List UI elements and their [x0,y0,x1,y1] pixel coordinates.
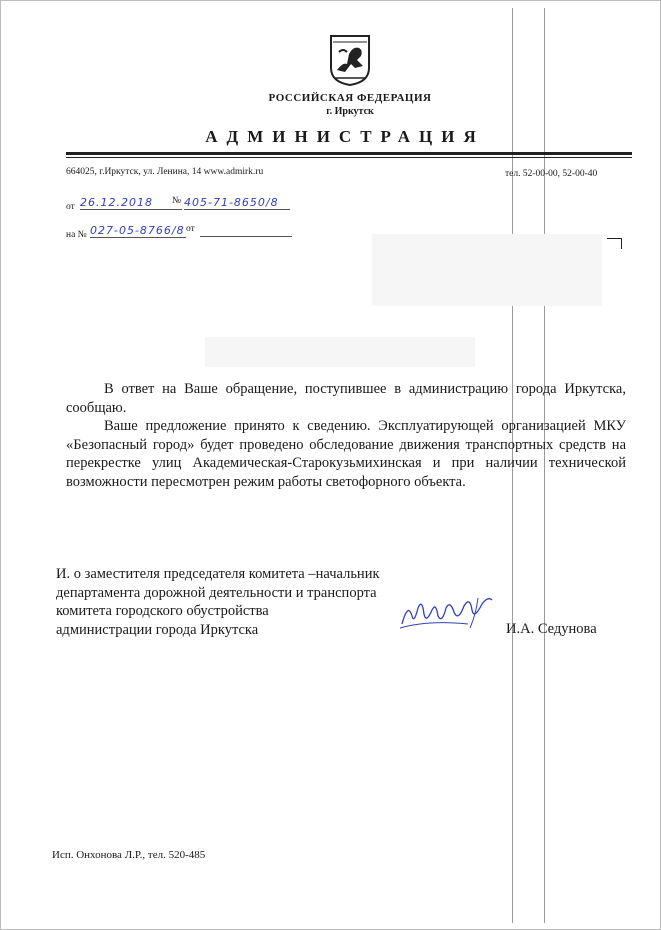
redacted-recipient [372,234,602,306]
body-paragraph-2: Ваше предложение принято к сведению. Эксплуатирующей организацией МКУ «Безопасный город» будет проведено обследование движения транспортных средств на перекрестке улиц Академическая-Старокузьмихинская и при наличии технической возможности пересмотрен режим работы светофорного объекта. [66,418,626,490]
administration-title: АДМИНИСТРАЦИЯ [205,127,485,146]
phone-line: тел. 52-00-00, 52-00-40 [505,169,598,179]
handwritten-signature [398,594,496,634]
reference-label: на № [66,230,87,240]
date-label: от [66,202,75,212]
reference-date-label: от [186,224,195,234]
position-line: департамента дорожной деятельности и транспорта [56,584,377,601]
reference-row [66,224,296,240]
coat-of-arms-icon [329,34,371,86]
country-heading: РОССИЙСКАЯ ФЕДЕРАЦИЯ [268,92,432,104]
signatory-position [56,565,380,639]
redacted-salutation [205,337,475,367]
header-rule-thick [66,152,632,155]
city-heading: г. Иркутск [326,106,374,117]
address-corner-mark [607,238,622,249]
position-line: И. о заместителя председателя комитета –начальник [56,566,380,582]
header-rule-thin [66,157,632,158]
number-field [184,193,290,210]
number-label: № [172,196,182,206]
letter-body [66,380,626,491]
position-line: администрации города Иркутска [56,621,259,638]
date-value: 26.12.2018 [80,196,153,209]
reference-number-field [90,221,186,238]
address-line: 664025, г.Иркутск, ул. Ленина, 14 www.admirk.ru [66,167,264,177]
date-field [80,193,182,210]
body-paragraph-1: В ответ на Ваше обращение, поступившее в администрацию города Иркутска, сообщаю. [66,381,626,416]
number-value: 405-71-8650/8 [184,196,279,209]
executor-note: Исп. Онхонова Л.Р., тел. 520-485 [52,849,206,861]
position-line: комитета городского обустройства [56,603,269,619]
registration-row [66,196,286,212]
reference-number-value: 027-05-8766/8 [90,224,185,237]
reference-date-field [200,224,292,237]
signatory-name: И.А. Седунова [506,621,597,637]
